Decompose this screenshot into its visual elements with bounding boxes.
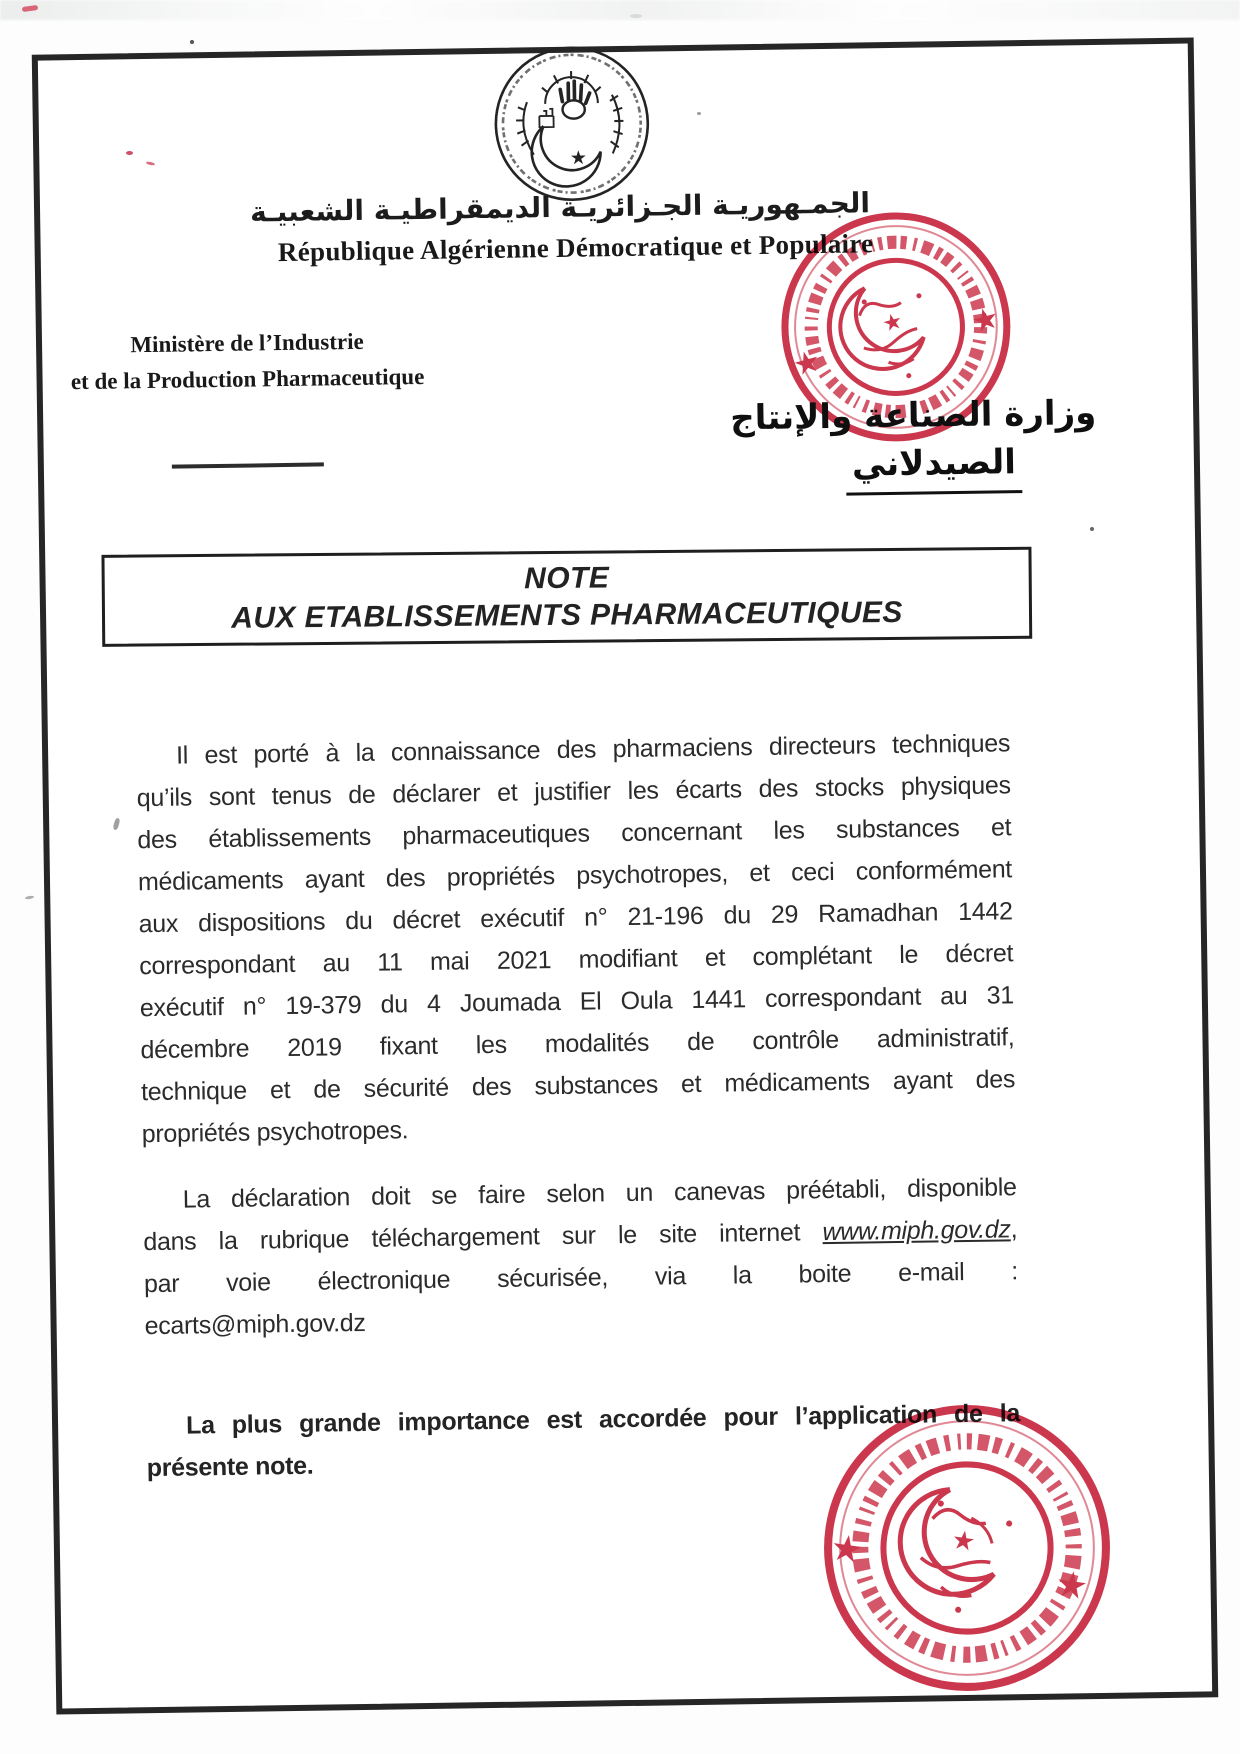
note-body: [136, 722, 1021, 1489]
svg-text:★: ★: [789, 343, 825, 385]
note-subtitle: AUX ETABLISSEMENTS PHARMACEUTIQUES: [231, 595, 903, 635]
body-line: médicaments ayant des propriétés psychotropes, et ceci conformément: [137, 855, 1013, 897]
body-line: par voie électronique sécurisée, via la boite e-mail :: [143, 1257, 1019, 1299]
scan-artifact: [25, 895, 34, 900]
ministry-separator: [172, 462, 324, 468]
national-emblem-icon: [490, 42, 654, 206]
arabic-underlined-word: الصيدلاني: [846, 442, 1023, 496]
body-line: des établissements pharmaceutiques concernant les substances et: [137, 813, 1012, 855]
republic-name-french: République Algérienne Démocratique et Populaire: [277, 228, 874, 268]
ministry-line-2: et de la Production Pharmaceutique: [70, 363, 425, 395]
ministry-line-1: Ministère de l’Industrie: [130, 328, 364, 358]
scan-artifact: [630, 14, 642, 18]
ministry-name: [42, 323, 453, 401]
scan-artifact: [0, 0, 1240, 20]
official-stamp-icon: [796, 1377, 1138, 1719]
svg-text:★: ★: [1052, 1561, 1091, 1609]
svg-text:★: ★: [949, 1524, 978, 1558]
email-address: ecarts@miph.gov.dz: [144, 1308, 366, 1341]
svg-text:★: ★: [967, 300, 1003, 341]
scan-artifact: [126, 151, 133, 155]
body-line: Il est porté à la connaissance des pharmaciens directeurs techniques: [175, 729, 1011, 770]
body-line: propriétés psychotropes.: [141, 1116, 409, 1149]
body-line: technique et de sécurité des substances et médicaments ayant des: [140, 1065, 1016, 1107]
body-line-text: ,: [1010, 1215, 1018, 1244]
paragraph-2: [142, 1166, 1018, 1347]
scan-artifact: [190, 40, 194, 44]
svg-text:★: ★: [569, 145, 588, 170]
body-line: qu’ils sont tenus de déclarer et justifier les écarts des stocks physiques: [136, 771, 1011, 813]
scan-artifact: [1090, 527, 1094, 531]
body-line: aux dispositions du décret exécutif n° 21-196 du 29 Ramadhan 1442: [138, 897, 1013, 939]
ministry-stamp-arabic-overlay-line2: [814, 442, 1055, 497]
body-line: exécutif n° 19-379 du 4 Joumada El Oula 1441 correspondant au 31: [139, 981, 1015, 1023]
body-line: correspondant au 11 mai 2021 modifiant et complétant le décret: [139, 939, 1014, 981]
republic-name-arabic: الجمـهوريـة الجـزائريـة الديمقراطيـة الشعبيـة: [249, 186, 871, 229]
svg-text:★: ★: [879, 307, 906, 338]
paragraph-1: [136, 722, 1016, 1155]
note-title: NOTE: [524, 560, 610, 595]
page-frame: [32, 37, 1218, 1714]
website-link: www.miph.gov.dz: [822, 1215, 1011, 1247]
body-line: La plus grande importance est accordée pour l’application de la: [185, 1399, 1021, 1440]
ministry-stamp-arabic-overlay: وزارة الصناعة والإنتاج: [729, 392, 1097, 439]
scan-artifact: [697, 112, 701, 115]
svg-text:★: ★: [827, 1525, 867, 1573]
body-line-text: dans la rubrique téléchargement sur le site internet: [143, 1218, 823, 1257]
body-line: présente note.: [146, 1451, 314, 1483]
body-line: La déclaration doit se faire selon un canevas préétabli, disponible: [182, 1173, 1017, 1214]
body-line: décembre 2019 fixant les modalités de contrôle administratif,: [140, 1023, 1015, 1065]
note-title-box: [101, 547, 1032, 647]
